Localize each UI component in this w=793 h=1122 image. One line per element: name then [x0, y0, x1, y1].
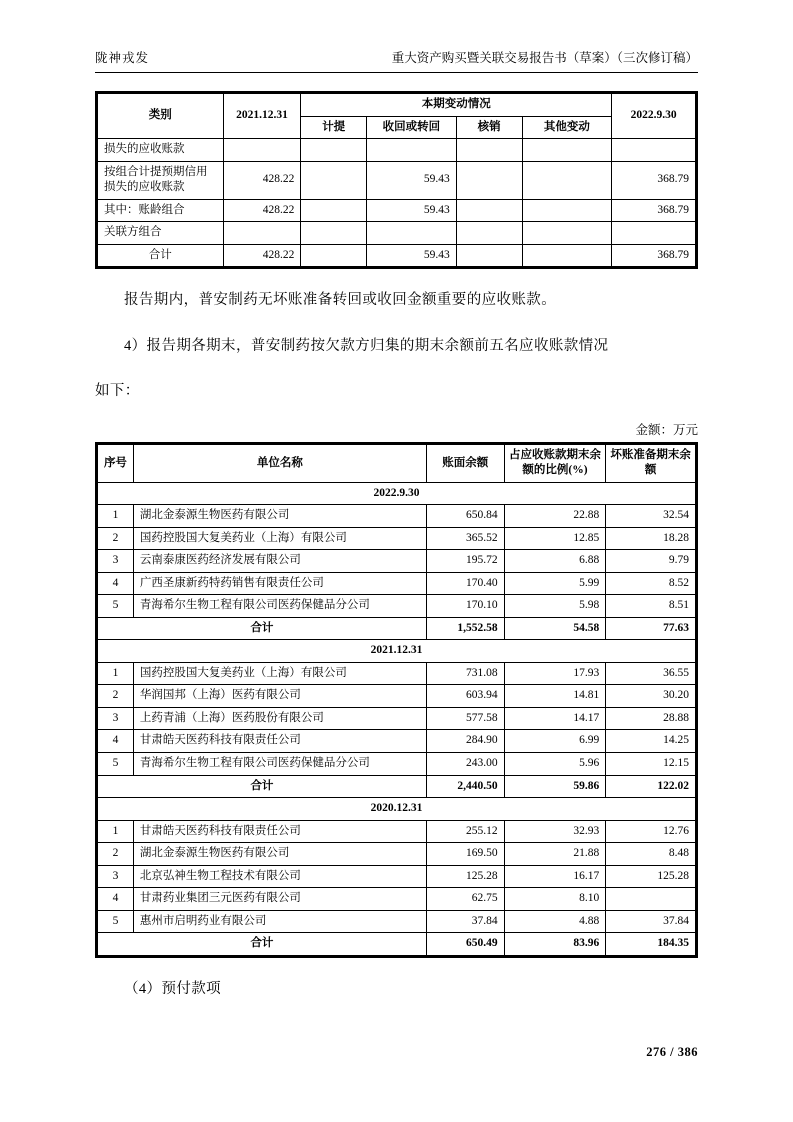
cell-unit-name: 甘肃药业集团三元医药有限公司 [133, 888, 426, 911]
cell-balance: 125.28 [426, 865, 504, 888]
cell-ratio: 21.88 [504, 843, 606, 866]
cell-unit-name: 国药控股国大复美药业（上海）有限公司 [133, 662, 426, 685]
cell-seq: 2 [98, 685, 134, 708]
table-row [98, 820, 696, 843]
cell-bad-debt [606, 888, 696, 911]
cell-total-ratio: 83.96 [504, 933, 606, 956]
cell-accrual [301, 199, 367, 222]
cell-accrual [301, 222, 367, 245]
cell-bad-debt: 8.51 [606, 595, 696, 618]
cell-seq: 3 [98, 707, 134, 730]
paragraph-prepayments-heading: （4）预付款项 [124, 980, 222, 997]
cell-opening: 428.22 [223, 244, 301, 267]
cell-total-balance: 2,440.50 [426, 775, 504, 798]
table-row [98, 595, 696, 618]
table-row [98, 865, 696, 888]
cell-ratio: 5.99 [504, 572, 606, 595]
cell-unit-name: 甘肃皓天医药科技有限责任公司 [133, 820, 426, 843]
cell-writeoff [456, 139, 522, 162]
section-title: 2022.9.30 [98, 482, 696, 505]
cell-bad-debt: 8.48 [606, 843, 696, 866]
table-row [98, 662, 696, 685]
cell-opening: 428.22 [223, 199, 301, 222]
col-ratio: 占应收账款期末余额的比例(%) [504, 444, 606, 482]
cell-ratio: 14.81 [504, 685, 606, 708]
cell-unit-name: 上药青浦（上海）医药股份有限公司 [133, 707, 426, 730]
cell-bad-debt: 12.15 [606, 752, 696, 775]
table-row [98, 752, 696, 775]
cell-balance: 243.00 [426, 752, 504, 775]
col-category: 类别 [98, 94, 224, 139]
cell-ratio: 17.93 [504, 662, 606, 685]
cell-total-balance: 650.49 [426, 933, 504, 956]
cell-seq: 5 [98, 910, 134, 933]
table-total-row [98, 933, 696, 956]
col-accrual: 计提 [301, 116, 367, 139]
col-change-group: 本期变动情况 [301, 94, 612, 117]
cell-bad-debt: 125.28 [606, 865, 696, 888]
section-title: 2020.12.31 [98, 798, 696, 821]
table-row [98, 139, 696, 162]
col-recovery: 收回或转回 [367, 116, 457, 139]
cell-recovery: 59.43 [367, 199, 457, 222]
col-unit-name: 单位名称 [133, 444, 426, 482]
cell-seq: 3 [98, 865, 134, 888]
cell-seq: 4 [98, 572, 134, 595]
col-book-balance: 账面余额 [426, 444, 504, 482]
cell-total-bad-debt: 122.02 [606, 775, 696, 798]
cell-balance: 284.90 [426, 730, 504, 753]
cell-writeoff [456, 222, 522, 245]
section-title: 2021.12.31 [98, 640, 696, 663]
cell-category: 关联方组合 [98, 222, 224, 245]
cell-balance: 603.94 [426, 685, 504, 708]
cell-bad-debt: 12.76 [606, 820, 696, 843]
cell-ratio: 16.17 [504, 865, 606, 888]
cell-total-bad-debt: 184.35 [606, 933, 696, 956]
cell-ratio: 6.99 [504, 730, 606, 753]
amount-unit-label: 金额：万元 [635, 422, 698, 437]
cell-ratio: 12.85 [504, 527, 606, 550]
cell-recovery [367, 139, 457, 162]
cell-balance: 577.58 [426, 707, 504, 730]
table-row [98, 888, 696, 911]
table-row [98, 730, 696, 753]
cell-total-label: 合计 [98, 933, 427, 956]
table-row [98, 527, 696, 550]
cell-unit-name: 青海希尔生物工程有限公司医药保健品分公司 [133, 595, 426, 618]
cell-writeoff [456, 199, 522, 222]
cell-balance: 731.08 [426, 662, 504, 685]
cell-category: 按组合计提预期信用损失的应收账款 [98, 161, 224, 199]
table-total-row [98, 244, 696, 267]
table-header-row [98, 94, 696, 117]
cell-unit-name: 广西圣康新药特药销售有限责任公司 [133, 572, 426, 595]
cell-balance: 62.75 [426, 888, 504, 911]
cell-closing [612, 222, 696, 245]
cell-balance: 37.84 [426, 910, 504, 933]
cell-category: 其中：账龄组合 [98, 199, 224, 222]
table-row [98, 685, 696, 708]
page-number: 276 / 386 [646, 1045, 698, 1059]
cell-seq: 5 [98, 595, 134, 618]
cell-closing [612, 139, 696, 162]
cell-bad-debt: 8.52 [606, 572, 696, 595]
cell-seq: 4 [98, 730, 134, 753]
cell-opening [223, 139, 301, 162]
cell-other [522, 161, 612, 199]
table-row [98, 505, 696, 528]
cell-opening [223, 222, 301, 245]
page-header [95, 48, 698, 66]
header-company-name: 陇神戎发 [95, 51, 150, 65]
cell-bad-debt: 32.54 [606, 505, 696, 528]
cell-seq: 1 [98, 505, 134, 528]
cell-ratio: 5.98 [504, 595, 606, 618]
cell-bad-debt: 18.28 [606, 527, 696, 550]
col-opening-date: 2021.12.31 [223, 94, 301, 139]
table-row [98, 843, 696, 866]
cell-other [522, 199, 612, 222]
table-row [98, 550, 696, 573]
cell-seq: 2 [98, 527, 134, 550]
cell-unit-name: 惠州市启明药业有限公司 [133, 910, 426, 933]
cell-unit-name: 青海希尔生物工程有限公司医药保健品分公司 [133, 752, 426, 775]
cell-seq: 2 [98, 843, 134, 866]
cell-ratio: 6.88 [504, 550, 606, 573]
table-row [98, 910, 696, 933]
cell-ratio: 5.96 [504, 752, 606, 775]
cell-unit-name: 云南泰康医药经济发展有限公司 [133, 550, 426, 573]
table-row [98, 572, 696, 595]
paragraph-top-five-intro: 4）报告期各期末，普安制药按欠款方归集的期末余额前五名应收账款情况 [124, 337, 609, 354]
paragraph-no-recovery: 报告期内，普安制药无坏账准备转回或收回金额重要的应收账款。 [124, 292, 557, 309]
cell-bad-debt: 14.25 [606, 730, 696, 753]
cell-ratio: 32.93 [504, 820, 606, 843]
cell-total-label: 合计 [98, 617, 427, 640]
cell-bad-debt: 37.84 [606, 910, 696, 933]
cell-opening: 428.22 [223, 161, 301, 199]
cell-seq: 1 [98, 662, 134, 685]
table-total-row [98, 617, 696, 640]
cell-total-label: 合计 [98, 775, 427, 798]
table-total-row [98, 775, 696, 798]
cell-closing: 368.79 [612, 199, 696, 222]
cell-category: 合计 [98, 244, 224, 267]
cell-other [522, 244, 612, 267]
cell-writeoff [456, 161, 522, 199]
cell-recovery: 59.43 [367, 244, 457, 267]
cell-accrual [301, 161, 367, 199]
cell-ratio: 22.88 [504, 505, 606, 528]
cell-other [522, 222, 612, 245]
cell-ratio: 14.17 [504, 707, 606, 730]
cell-unit-name: 甘肃皓天医药科技有限责任公司 [133, 730, 426, 753]
cell-unit-name: 华润国邦（上海）医药有限公司 [133, 685, 426, 708]
col-bad-debt: 坏账准备期末余额 [606, 444, 696, 482]
cell-balance: 365.52 [426, 527, 504, 550]
cell-total-bad-debt: 77.63 [606, 617, 696, 640]
table-header-row [98, 444, 696, 482]
bad-debt-change-table-wrapper [95, 91, 698, 269]
cell-category: 损失的应收账款 [98, 139, 224, 162]
cell-seq: 3 [98, 550, 134, 573]
bad-debt-change-table [97, 93, 696, 267]
cell-writeoff [456, 244, 522, 267]
cell-total-balance: 1,552.58 [426, 617, 504, 640]
cell-balance: 195.72 [426, 550, 504, 573]
cell-ratio: 4.88 [504, 910, 606, 933]
cell-ratio: 8.10 [504, 888, 606, 911]
top-five-receivables-table [97, 444, 696, 956]
cell-unit-name: 湖北金泰源生物医药有限公司 [133, 505, 426, 528]
cell-seq: 5 [98, 752, 134, 775]
cell-accrual [301, 244, 367, 267]
cell-bad-debt: 9.79 [606, 550, 696, 573]
table-row [98, 222, 696, 245]
cell-total-ratio: 54.58 [504, 617, 606, 640]
table-row [98, 199, 696, 222]
cell-recovery [367, 222, 457, 245]
paragraph-top-five-continuation: 如下： [95, 383, 140, 400]
cell-unit-name: 国药控股国大复美药业（上海）有限公司 [133, 527, 426, 550]
section-header-row [98, 798, 696, 821]
cell-recovery: 59.43 [367, 161, 457, 199]
table-row [98, 161, 696, 199]
col-closing-date: 2022.9.30 [612, 94, 696, 139]
cell-seq: 1 [98, 820, 134, 843]
cell-balance: 255.12 [426, 820, 504, 843]
section-header-row [98, 640, 696, 663]
cell-balance: 169.50 [426, 843, 504, 866]
cell-unit-name: 湖北金泰源生物医药有限公司 [133, 843, 426, 866]
cell-bad-debt: 36.55 [606, 662, 696, 685]
section-header-row [98, 482, 696, 505]
cell-bad-debt: 30.20 [606, 685, 696, 708]
cell-balance: 650.84 [426, 505, 504, 528]
cell-closing: 368.79 [612, 244, 696, 267]
cell-seq: 4 [98, 888, 134, 911]
cell-closing: 368.79 [612, 161, 696, 199]
cell-balance: 170.10 [426, 595, 504, 618]
header-document-title: 重大资产购买暨关联交易报告书（草案）（三次修订稿） [391, 51, 698, 65]
cell-bad-debt: 28.88 [606, 707, 696, 730]
cell-unit-name: 北京弘神生物工程技术有限公司 [133, 865, 426, 888]
cell-other [522, 139, 612, 162]
col-seq: 序号 [98, 444, 134, 482]
col-other-change: 其他变动 [522, 116, 612, 139]
cell-total-ratio: 59.86 [504, 775, 606, 798]
header-divider [95, 72, 698, 73]
cell-balance: 170.40 [426, 572, 504, 595]
top-five-receivables-table-wrapper [95, 442, 698, 958]
table-row [98, 707, 696, 730]
col-writeoff: 核销 [456, 116, 522, 139]
cell-accrual [301, 139, 367, 162]
